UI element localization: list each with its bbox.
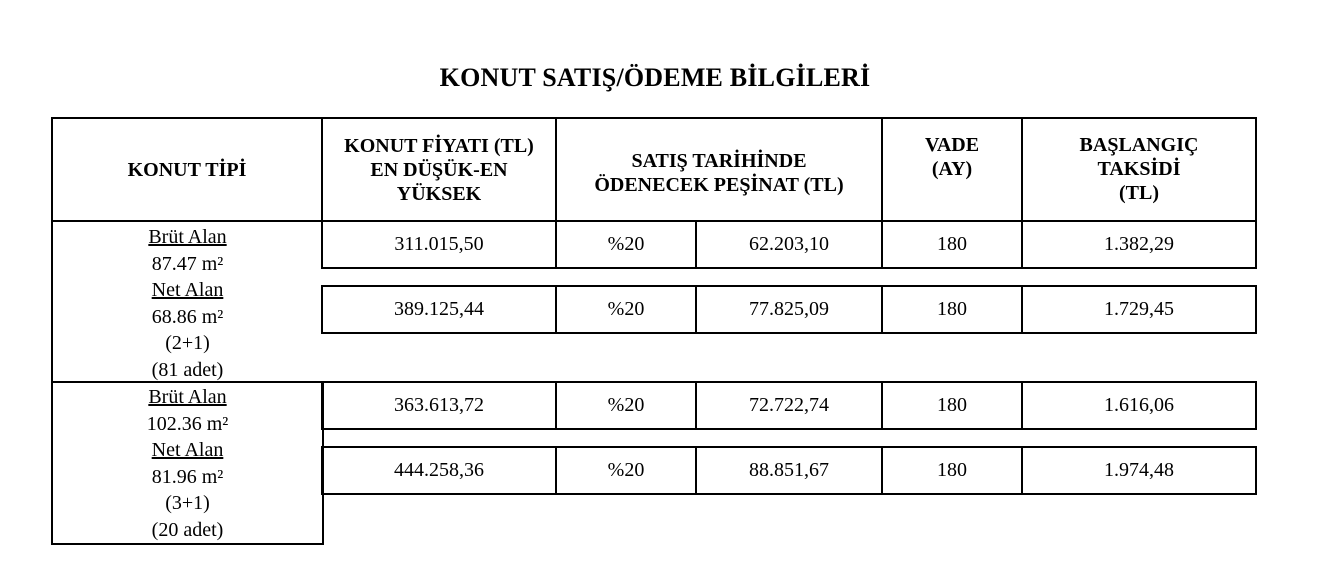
- unit-count: (81 adet): [151, 358, 224, 381]
- percent-cell: %20: [607, 459, 645, 481]
- installment-cell: 1.616,06: [1104, 394, 1174, 416]
- page-title: KONUT SATIŞ/ÖDEME BİLGİLERİ: [439, 63, 871, 92]
- header-taksit-line1: BAŞLANGIÇ: [1079, 134, 1199, 156]
- room-count: (3+1): [165, 492, 210, 514]
- term-cell: 180: [937, 233, 967, 255]
- header-pesinat: [557, 119, 881, 220]
- konut-tipi-group-2: [52, 384, 323, 543]
- percent-cell: %20: [607, 298, 645, 320]
- price-cell: 363.613,72: [394, 394, 484, 416]
- header-vade-line2: (AY): [931, 158, 973, 180]
- header-konut-tipi: [53, 119, 321, 220]
- installment-cell: 1.729,45: [1104, 298, 1174, 320]
- installment-cell: 1.382,29: [1104, 233, 1174, 255]
- net-alan-value: 68.86 m²: [151, 305, 224, 328]
- downpayment-cell: 72.722,74: [749, 394, 829, 416]
- term-cell: 180: [937, 298, 967, 320]
- price-cell: 444.258,36: [394, 459, 484, 481]
- header-fiyat-line3: YÜKSEK: [396, 182, 482, 205]
- header-konut-tipi-text: KONUT TİPİ: [127, 158, 247, 181]
- price-cell: 311.015,50: [394, 233, 484, 255]
- downpayment-cell: 77.825,09: [749, 298, 829, 320]
- term-cell: 180: [937, 394, 967, 416]
- header-taksit-line3: (TL): [1119, 182, 1159, 204]
- percent-cell: %20: [607, 394, 645, 416]
- konut-tipi-group-1: [52, 224, 323, 383]
- brut-alan-value: 87.47 m²: [151, 252, 224, 275]
- header-fiyat-line2: EN DÜŞÜK-EN: [370, 158, 508, 181]
- header-fiyat: [323, 119, 555, 220]
- downpayment-cell: 88.851,67: [749, 459, 829, 481]
- unit-count: (20 adet): [151, 518, 224, 541]
- downpayment-cell: 62.203,10: [749, 233, 829, 255]
- room-count: (2+1): [165, 332, 210, 354]
- term-cell: 180: [937, 459, 967, 481]
- header-fiyat-line1: KONUT FİYATI (TL): [344, 134, 534, 157]
- header-pesinat-line2: ÖDENECEK PEŞİNAT (TL): [594, 173, 844, 196]
- net-alan-value: 81.96 m²: [151, 465, 224, 488]
- brut-alan-label: Brüt Alan: [148, 386, 227, 408]
- percent-cell: %20: [607, 233, 645, 255]
- net-alan-label: Net Alan: [151, 439, 224, 461]
- brut-alan-label: Brüt Alan: [148, 226, 227, 248]
- brut-alan-value: 102.36 m²: [146, 412, 229, 435]
- header-taksit: [1023, 119, 1255, 220]
- header-vade-line1: VADE: [924, 134, 980, 156]
- net-alan-label: Net Alan: [151, 279, 224, 301]
- header-taksit-line2: TAKSİDİ: [1097, 158, 1181, 180]
- price-cell: 389.125,44: [394, 298, 484, 320]
- installment-cell: 1.974,48: [1104, 459, 1174, 481]
- header-pesinat-line1: SATIŞ TARİHİNDE: [631, 149, 807, 172]
- header-vade: [883, 119, 1021, 220]
